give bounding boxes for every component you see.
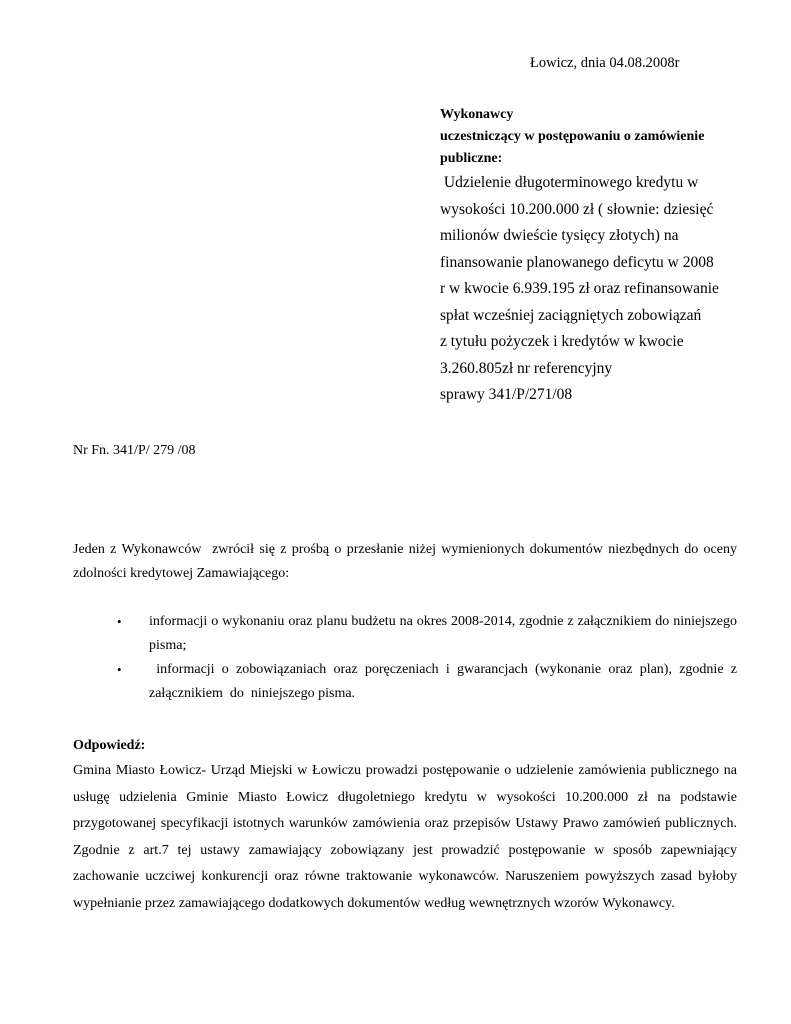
bullet-icon: • — [117, 662, 122, 677]
subject-line: finansowanie planowanego deficytu w 2008 — [440, 253, 714, 271]
recipient-line: Wykonawcy — [440, 107, 514, 122]
subject-line: spłat wcześniej zaciągniętych zobowiązań — [440, 306, 702, 324]
answer-paragraph: Gmina Miasto Łowicz- Urząd Miejski w Łowiczu prowadzi postępowanie o udzielenie zamówienia publicznego na usługę udzielenia Gminie Miasto Łowicz długoletniego kredytu w wysokości 10.200.000 zł na podstawie przygotowanej specyfikacji istotnych warunków zamówienia oraz przepisów Ustawy Prawo zamówień publicznych. Zgodnie z art.7 tej ustawy zamawiający zobowiązany jest prowadzić postępowanie w sposób zapewniający zachowanie uczciwej konkurencji oraz równe traktowanie wykonawców. Naruszeniem powyższych zasad byłoby wypełnianie przez zamawiającego dodatkowych dokumentów według wewnętrznych wzorów Wykonawcy. — [73, 763, 737, 911]
document-request-list — [73, 610, 744, 706]
list-item — [73, 658, 741, 706]
addressee-block — [440, 104, 770, 409]
subject-line: milionów dwieście tysięcy złotych) na — [440, 227, 679, 244]
list-item — [73, 610, 744, 658]
subject-line: z tytułu pożyczek i kredytów w kwocie — [440, 333, 684, 350]
subject-line: wysokości 10.200.000 zł ( słownie: dziesięć — [440, 200, 714, 218]
subject-line: r w kwocie 6.939.195 zł oraz refinansowanie — [440, 280, 719, 297]
date-line: Łowicz, dnia 04.08.2008r — [530, 55, 680, 71]
intro-paragraph: Jeden z Wykonawców zwrócił się z prośbą o przesłanie niżej wymienionych dokumentów niezbędnych do oceny zdolności kredytowej Zamawiającego: — [73, 542, 741, 581]
reference-number: Nr Fn. 341/P/ 279 /08 — [73, 443, 196, 458]
bullet-icon: • — [117, 614, 122, 629]
subject-line: Udzielenie długoterminowego kredytu w — [440, 174, 699, 191]
list-item-text: informacji o wykonaniu oraz planu budżetu na okres 2008-2014, zgodnie z załącznikiem do niniejszego pisma; — [149, 614, 744, 653]
subject-line: 3.260.805zł nr referencyjny — [440, 359, 613, 377]
recipient-line: publiczne: — [440, 151, 503, 166]
recipient-line: uczestniczący w postępowaniu o zamówienie — [440, 129, 705, 144]
list-item-text: informacji o zobowiązaniach oraz poręczeniach i gwarancjach (wykonanie oraz plan), zgodnie z załącznikiem do niniejszego pisma. — [149, 662, 741, 701]
subject-line: sprawy 341/P/271/08 — [440, 386, 573, 403]
answer-heading: Odpowiedź: — [73, 738, 146, 753]
